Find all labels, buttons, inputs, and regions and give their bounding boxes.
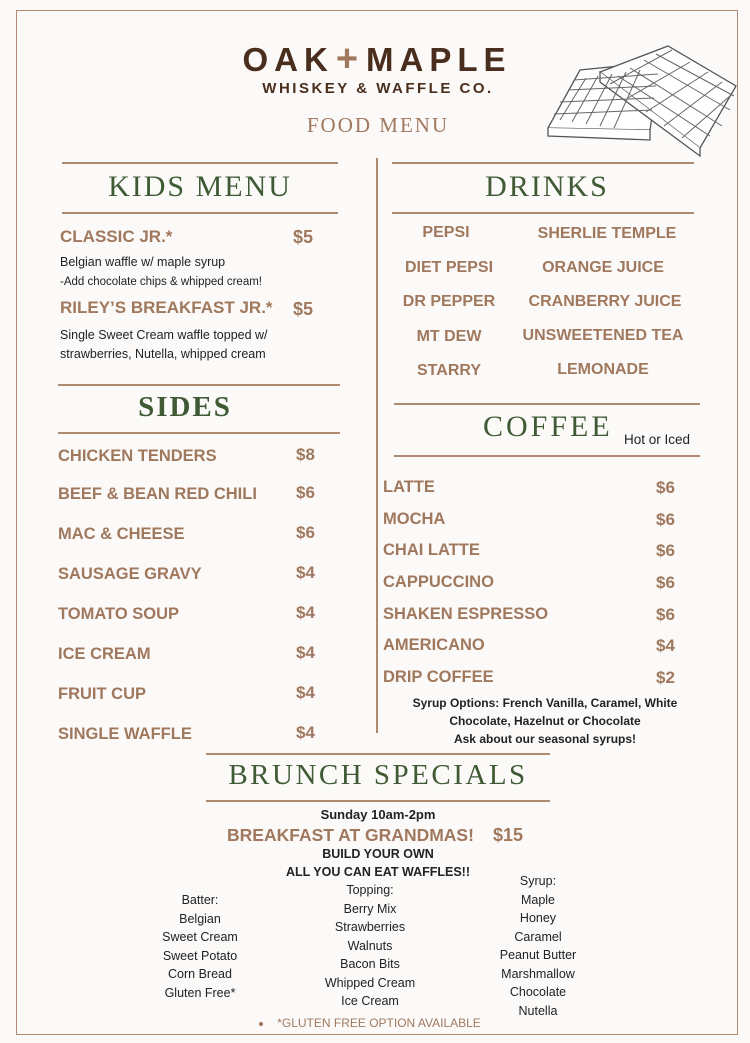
topping-option: Whipped Cream xyxy=(324,975,416,990)
drink-item: CRANBERRY JUICE xyxy=(528,293,682,310)
topping-option: Berry Mix xyxy=(343,901,397,916)
brand-subtitle: WHISKEY & WAFFLE CO. xyxy=(262,80,494,97)
coffee-item-name: CHAI LATTE xyxy=(383,541,480,559)
drink-item: LEMONADE xyxy=(557,361,649,378)
syrup-option: Nutella xyxy=(518,1003,558,1018)
coffee-item-price: $6 xyxy=(656,605,675,624)
coffee-bottom-rule xyxy=(394,455,700,457)
brunch-special-name: BREAKFAST AT GRANDMAS! xyxy=(227,825,474,845)
kids-top-rule xyxy=(62,162,338,164)
brunch-build-line: BUILD YOUR OWN xyxy=(322,847,434,861)
brand-plus: + xyxy=(335,38,365,80)
batter-list xyxy=(150,891,250,1002)
gluten-free-footnote xyxy=(0,1016,740,1030)
kids-item-name: CLASSIC JR.* xyxy=(60,227,173,246)
side-item-name: SAUSAGE GRAVY xyxy=(58,565,202,583)
topping-option: Strawberries xyxy=(334,920,406,934)
kids-item-price: $5 xyxy=(293,299,314,319)
side-item-price: $8 xyxy=(296,445,315,464)
coffee-item-price: $6 xyxy=(656,510,675,529)
footnote-text: *GLUTEN FREE OPTION AVAILABLE xyxy=(277,1016,481,1030)
drinks-title: DRINKS xyxy=(485,170,609,203)
batter-heading: Batter: xyxy=(181,893,219,907)
syrup-note-line: Syrup Options: French Vanilla, Caramel, White xyxy=(412,696,678,710)
brand-name-right: MAPLE xyxy=(366,41,512,78)
kids-item-price: $5 xyxy=(293,227,314,247)
side-item-price: $6 xyxy=(296,483,315,502)
coffee-item-name: LATTE xyxy=(383,478,435,496)
syrup-option: Peanut Butter xyxy=(499,948,577,962)
brunch-title: BRUNCH SPECIALS xyxy=(228,759,528,791)
waffle-illustration xyxy=(540,40,740,160)
coffee-item-price: $6 xyxy=(656,478,675,497)
kids-item-desc: strawberries, Nutella, whipped cream xyxy=(60,347,266,361)
syrup-heading: Syrup: xyxy=(519,874,557,888)
side-item-price: $4 xyxy=(296,643,315,662)
side-item-name: CHICKEN TENDERS xyxy=(58,447,217,465)
kids-item-name: RILEY’S BREAKFAST JR.* xyxy=(60,298,273,317)
side-item-name: FRUIT CUP xyxy=(58,685,146,703)
side-item-name: ICE CREAM xyxy=(58,645,151,663)
coffee-item-price: $2 xyxy=(656,668,675,687)
syrup-option: Caramel xyxy=(514,929,562,944)
brand-name-left: OAK xyxy=(242,41,334,78)
brunch-all-you-can-eat: ALL YOU CAN EAT WAFFLES!! xyxy=(285,865,471,879)
drinks-top-rule xyxy=(392,162,694,164)
side-item-price: $4 xyxy=(296,723,315,742)
brunch-bottom-rule xyxy=(206,800,550,802)
drink-item: ORANGE JUICE xyxy=(542,259,664,276)
side-item-price: $4 xyxy=(296,603,315,622)
drink-item: STARRY xyxy=(417,362,481,379)
brunch-top-rule xyxy=(206,753,550,755)
kids-item-desc: Single Sweet Cream waffle topped w/ xyxy=(60,328,268,342)
bullet-icon xyxy=(259,1022,263,1026)
side-item-name: BEEF & BEAN RED CHILI xyxy=(58,485,257,503)
syrup-list xyxy=(488,872,588,1020)
coffee-item-name: MOCHA xyxy=(383,510,446,528)
syrup-option: Chocolate xyxy=(509,985,567,999)
coffee-item-price: $4 xyxy=(656,636,675,655)
coffee-item-price: $6 xyxy=(656,573,675,592)
kids-bottom-rule xyxy=(62,212,338,214)
topping-option: Bacon Bits xyxy=(340,957,400,971)
coffee-title: COFFEE xyxy=(483,410,613,443)
topping-heading: Topping: xyxy=(346,883,394,897)
syrup-option: Marshmallow xyxy=(501,966,575,981)
syrup-option: Honey xyxy=(519,911,557,925)
kids-item-desc: -Add chocolate chips & whipped cream! xyxy=(60,276,262,288)
sides-top-rule xyxy=(58,384,340,386)
coffee-note: Hot or Iced xyxy=(624,432,691,447)
brunch-special-price: $15 xyxy=(493,825,524,845)
sides-bottom-rule xyxy=(58,432,340,434)
coffee-item-name: AMERICANO xyxy=(383,636,485,654)
syrup-options-note xyxy=(390,694,700,748)
side-item-name: MAC & CHEESE xyxy=(58,525,185,543)
kids-item-desc: Belgian waffle w/ maple syrup xyxy=(60,255,226,269)
coffee-item-price: $6 xyxy=(656,541,675,560)
batter-option: Sweet Cream xyxy=(162,930,238,944)
drink-item: PEPSI xyxy=(422,224,470,241)
topping-option: Ice Cream xyxy=(341,994,399,1008)
drink-item: UNSWEETENED TEA xyxy=(522,327,684,344)
drink-item: SHERLIE TEMPLE xyxy=(537,225,677,242)
side-item-name: TOMATO SOUP xyxy=(58,605,180,623)
batter-option: Corn Bread xyxy=(168,967,232,981)
drink-item: DR PEPPER xyxy=(402,293,496,310)
drinks-bottom-rule xyxy=(392,212,694,214)
syrup-note-line: Ask about our seasonal syrups! xyxy=(453,732,637,746)
drink-item: MT DEW xyxy=(416,328,482,345)
coffee-item-name: SHAKEN ESPRESSO xyxy=(383,605,549,623)
side-item-name: SINGLE WAFFLE xyxy=(58,725,192,743)
column-divider xyxy=(376,158,378,733)
page-title: FOOD MENU xyxy=(306,113,450,137)
topping-option: Walnuts xyxy=(347,938,393,953)
side-item-price: $6 xyxy=(296,523,315,542)
topping-list xyxy=(310,881,430,1011)
brunch-time: Sunday 10am-2pm xyxy=(320,807,436,822)
syrup-note-line: Chocolate, Hazelnut or Chocolate xyxy=(449,714,641,728)
batter-option: Belgian xyxy=(179,911,221,926)
drink-item: DIET PEPSI xyxy=(404,259,494,276)
batter-option: Sweet Potato xyxy=(162,948,238,963)
sides-title: SIDES xyxy=(138,391,232,423)
side-item-price: $4 xyxy=(296,563,315,582)
coffee-item-name: DRIP COFFEE xyxy=(383,668,494,686)
coffee-item-name: CAPPUCCINO xyxy=(383,573,494,591)
batter-option: Gluten Free* xyxy=(164,985,236,1000)
syrup-option: Maple xyxy=(520,892,556,907)
coffee-top-rule xyxy=(394,403,700,405)
kids-menu-title: KIDS MENU xyxy=(108,170,292,203)
side-item-price: $4 xyxy=(296,683,315,702)
